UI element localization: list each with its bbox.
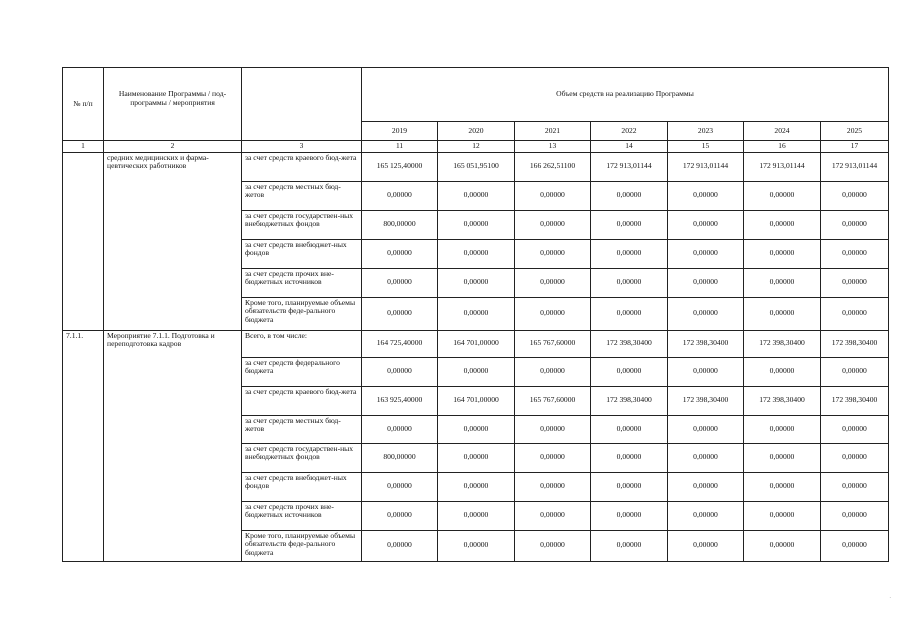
value-cell: 0,00000 (744, 357, 821, 386)
year-cell: 2020 (438, 122, 515, 141)
col-number: 3 (242, 141, 362, 153)
value-cell: 0,00000 (821, 501, 889, 530)
value-cell: 0,00000 (744, 501, 821, 530)
year-cell: 2023 (668, 122, 744, 141)
value-cell: 0,00000 (668, 530, 744, 561)
value-cell: 0,00000 (744, 297, 821, 330)
value-cell: 0,00000 (821, 357, 889, 386)
value-cell: 172 398,30400 (744, 330, 821, 357)
value-cell: 0,00000 (591, 268, 668, 297)
program-name: Мероприятие 7.1.1. Подготовка и переподготовка кадров (104, 330, 242, 561)
source-label: за счет средств федерального бюджета (242, 357, 362, 386)
value-cell: 0,00000 (668, 472, 744, 501)
value-cell: 0,00000 (821, 297, 889, 330)
source-label: за счет средств краевого бюд-жета (242, 386, 362, 415)
value-cell: 0,00000 (591, 239, 668, 268)
value-cell: 0,00000 (438, 415, 515, 443)
value-cell: 0,00000 (668, 181, 744, 210)
value-cell: 0,00000 (744, 181, 821, 210)
value-cell: 0,00000 (515, 239, 591, 268)
value-cell: 172 398,30400 (821, 330, 889, 357)
value-cell: 0,00000 (821, 443, 889, 472)
value-cell: 0,00000 (591, 472, 668, 501)
source-label: Всего, в том числе: (242, 330, 362, 357)
value-cell: 0,00000 (744, 472, 821, 501)
col-number: 17 (821, 141, 889, 153)
source-label: за счет средств местных бюд-жетов (242, 181, 362, 210)
value-cell: 165 125,40000 (362, 152, 438, 181)
value-cell: 0,00000 (515, 297, 591, 330)
source-label: за счет средств внебюджет-ных фондов (242, 239, 362, 268)
value-cell: 0,00000 (668, 268, 744, 297)
source-label: Кроме того, планируемые объемы обязательств феде-рального бюджета (242, 530, 362, 561)
value-cell: 172 913,01144 (668, 152, 744, 181)
value-cell: 166 262,51100 (515, 152, 591, 181)
source-label: за счет средств государствен-ных внебюджетных фондов (242, 443, 362, 472)
col-number: 15 (668, 141, 744, 153)
value-cell: 165 767,60000 (515, 386, 591, 415)
value-cell: 0,00000 (515, 415, 591, 443)
table-row (63, 330, 889, 357)
col-number: 1 (63, 141, 104, 153)
value-cell: 0,00000 (591, 443, 668, 472)
value-cell: 0,00000 (591, 501, 668, 530)
value-cell: 0,00000 (438, 268, 515, 297)
value-cell: 0,00000 (438, 181, 515, 210)
value-cell: 0,00000 (362, 239, 438, 268)
source-label: за счет средств внебюджет-ных фондов (242, 472, 362, 501)
value-cell: 0,00000 (821, 268, 889, 297)
value-cell: 0,00000 (668, 297, 744, 330)
value-cell: 164 701,00000 (438, 330, 515, 357)
program-name: средних медицинских и фарма-цевтических работников (104, 152, 242, 330)
value-cell: 172 398,30400 (744, 386, 821, 415)
value-cell: 172 913,01144 (591, 152, 668, 181)
value-cell: 0,00000 (591, 357, 668, 386)
value-cell: 0,00000 (438, 210, 515, 239)
header-funding: Объем средств на реализацию Программы (362, 68, 889, 122)
col-number: 11 (362, 141, 438, 153)
value-cell: 0,00000 (821, 472, 889, 501)
value-cell: 0,00000 (362, 501, 438, 530)
value-cell: 165 767,60000 (515, 330, 591, 357)
value-cell: 165 051,95100 (438, 152, 515, 181)
value-cell: 0,00000 (668, 357, 744, 386)
year-cell: 2022 (591, 122, 668, 141)
year-cell: 2024 (744, 122, 821, 141)
value-cell: 0,00000 (438, 443, 515, 472)
value-cell: 0,00000 (668, 239, 744, 268)
value-cell: 172 398,30400 (591, 386, 668, 415)
page-mark: . (889, 594, 891, 600)
value-cell: 0,00000 (668, 415, 744, 443)
value-cell: 0,00000 (438, 501, 515, 530)
value-cell: 172 913,01144 (744, 152, 821, 181)
value-cell: 0,00000 (362, 530, 438, 561)
row-num: 7.1.1. (63, 330, 104, 561)
source-label: за счет средств прочих вне-бюджетных источников (242, 501, 362, 530)
header-name: Наименование Программы / под-программы / мероприятия (104, 68, 242, 141)
column-numbers-row (63, 141, 889, 153)
value-cell: 0,00000 (821, 210, 889, 239)
value-cell: 172 398,30400 (668, 386, 744, 415)
header-row (63, 68, 889, 122)
value-cell: 0,00000 (438, 472, 515, 501)
source-label: Кроме того, планируемые объемы обязательств феде-рального бюджета (242, 297, 362, 330)
value-cell: 0,00000 (744, 530, 821, 561)
value-cell: 0,00000 (821, 415, 889, 443)
value-cell: 0,00000 (744, 443, 821, 472)
value-cell: 0,00000 (744, 268, 821, 297)
value-cell: 0,00000 (591, 181, 668, 210)
value-cell: 0,00000 (668, 443, 744, 472)
value-cell: 800,00000 (362, 443, 438, 472)
value-cell: 0,00000 (515, 501, 591, 530)
value-cell: 0,00000 (438, 297, 515, 330)
value-cell: 0,00000 (515, 181, 591, 210)
col-number: 12 (438, 141, 515, 153)
value-cell: 172 913,01144 (821, 152, 889, 181)
value-cell: 164 725,40000 (362, 330, 438, 357)
value-cell: 0,00000 (744, 415, 821, 443)
value-cell: 0,00000 (744, 239, 821, 268)
source-label: за счет средств прочих вне-бюджетных источников (242, 268, 362, 297)
value-cell: 172 398,30400 (591, 330, 668, 357)
value-cell: 0,00000 (515, 530, 591, 561)
value-cell: 0,00000 (515, 210, 591, 239)
value-cell: 800,00000 (362, 210, 438, 239)
value-cell: 0,00000 (744, 210, 821, 239)
value-cell: 0,00000 (668, 210, 744, 239)
value-cell: 0,00000 (362, 415, 438, 443)
row-num (63, 152, 104, 330)
source-label: за счет средств государствен-ных внебюджетных фондов (242, 210, 362, 239)
value-cell: 0,00000 (591, 530, 668, 561)
value-cell: 0,00000 (591, 297, 668, 330)
value-cell: 0,00000 (362, 297, 438, 330)
value-cell: 163 925,40000 (362, 386, 438, 415)
col-number: 2 (104, 141, 242, 153)
budget-table (62, 67, 889, 562)
value-cell: 172 398,30400 (668, 330, 744, 357)
value-cell: 164 701,00000 (438, 386, 515, 415)
year-cell: 2019 (362, 122, 438, 141)
source-label: за счет средств местных бюд-жетов (242, 415, 362, 443)
col-number: 14 (591, 141, 668, 153)
table-row (63, 152, 889, 181)
value-cell: 0,00000 (591, 415, 668, 443)
value-cell: 0,00000 (515, 268, 591, 297)
value-cell: 0,00000 (438, 530, 515, 561)
header-source (242, 68, 362, 141)
value-cell: 0,00000 (438, 357, 515, 386)
value-cell: 0,00000 (515, 443, 591, 472)
value-cell: 0,00000 (438, 239, 515, 268)
value-cell: 0,00000 (821, 530, 889, 561)
year-cell: 2021 (515, 122, 591, 141)
value-cell: 0,00000 (515, 357, 591, 386)
col-number: 16 (744, 141, 821, 153)
value-cell: 0,00000 (362, 472, 438, 501)
value-cell: 0,00000 (362, 357, 438, 386)
value-cell: 0,00000 (362, 268, 438, 297)
value-cell: 0,00000 (668, 501, 744, 530)
value-cell: 0,00000 (591, 210, 668, 239)
value-cell: 172 398,30400 (821, 386, 889, 415)
header-num: № п/п (63, 68, 104, 141)
year-cell: 2025 (821, 122, 889, 141)
value-cell: 0,00000 (821, 239, 889, 268)
source-label: за счет средств краевого бюд-жета (242, 152, 362, 181)
value-cell: 0,00000 (515, 472, 591, 501)
value-cell: 0,00000 (821, 181, 889, 210)
value-cell: 0,00000 (362, 181, 438, 210)
col-number: 13 (515, 141, 591, 153)
